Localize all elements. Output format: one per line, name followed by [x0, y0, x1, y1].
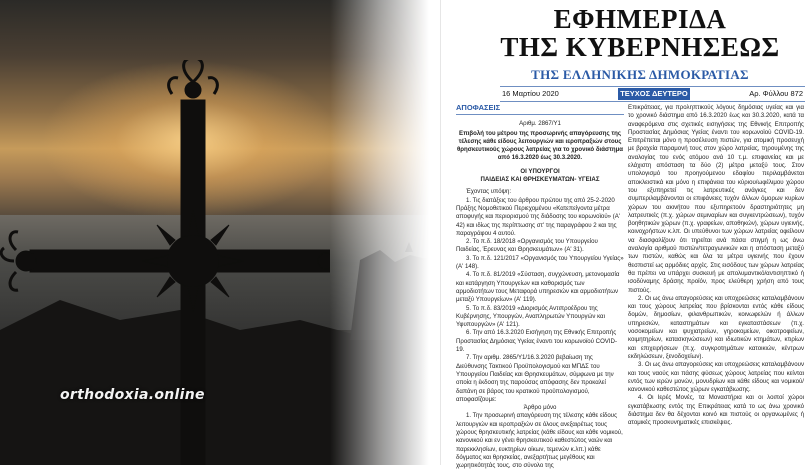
- decision-title: Επιβολή του μέτρου της προσωρινής απαγόρευσης της τέλεσης κάθε είδους λειτουργιών και ιεροπραξιών στους θρησκευτικούς χώρους λατρείας για το χρονικό διάστημα από 16.3.2020 έως 30.3.2020.: [456, 129, 624, 162]
- cross-icon: [0, 60, 330, 465]
- paragraph: 7. Την αριθμ. 2865/Υ1/16.3.2020 βεβαίωση της Διεύθυνσης Τακτικού Προϋπολογισμού και ΜΠΔΣ του Υπουργείου Παιδείας και Θρησκευμάτων, σύμφωνα με την οποία η έκδοση της παρούσας απόφασης δεν προκαλεί δαπάνη σε βάρος του κρατικού προϋπολογισμού, αποφασίζουμε:: [456, 354, 614, 403]
- ministry-line: ΠΑΙΔΕΙΑΣ ΚΑΙ ΘΡΗΣΚΕΥΜΑΤΩΝ- ΥΓΕΙΑΣ: [480, 176, 600, 184]
- paragraph: 2. Οι ως άνω απαγορεύσεις και υποχρεώσεις καταλαμβάνουν και τους χώρους λατρείας που βρίσκονται εντός κάθε είδους δομών, δημοσίων, φιλανθρωπικών, κοινωφελών ή άλλων υπηρεσιών, καταστημάτων και εγκαταστάσεων (π.χ. νοσοκομείων και ψυχιατρείων, γηροκομείων, οικοτροφείων, κοιμητηρίων, κατασκηνώσεων) και ιδιωτικών κτημάτων, κτιρίων και επιχειρήσεων (π.χ. συγκροτημάτων κατοικιών, κέντρων εκδηλώσεων, ξενοδοχείων).: [628, 294, 804, 360]
- section-heading: ΑΠΟΦΑΣΕΙΣ: [456, 104, 624, 115]
- gazette-republic: ΤΗΣ ΕΛΛΗΝΙΚΗΣ ΔΗΜΟΚΡΑΤΙΑΣ: [531, 67, 749, 82]
- paragraph: 3. Το π.δ. 121/2017 «Οργανισμός του Υπουργείου Υγείας» (Α' 148).: [456, 254, 624, 271]
- paragraph: Έχοντας υπόψη:: [466, 188, 512, 196]
- paragraph: 5. Το π.δ. 83/2019 «Διορισμός Αντιπροέδρου της Κυβέρνησης, Υπουργών, Αναπληρωτών Υπουργών και Υφυπουργών» (Α' 121).: [456, 304, 605, 329]
- paragraph: 1. Την προσωρινή απαγόρευση της τέλεσης κάθε είδους λειτουργιών και ιεροπραξιών σε όλους ανεξαιρέτως τους χώρους θρησκευτικής λατρείας (κάθε είδους και κάθε νομικού, κανονικού και εν γένει θρησκευτικού καθεστώτος ναών και παρεκκλησίων, ευκτηρίων οίκων, τεμενών κ.λπ.) κάθε δόγματος και θρησκείας, ανεξαρτήτως μεγέθους και χωρητικότητάς τους, στο σύνολο της: [456, 412, 623, 470]
- article-heading: Άρθρο μόνο: [523, 404, 557, 412]
- paragraph: 4. Το π.δ. 81/2019 «Σύσταση, συγχώνευση, μετονομασία και κατάργηση Υπουργείων και καθορισμός των αρμοδιοτήτων τους Μεταφορά υπηρεσιών και αρμοδιοτήτων μεταξύ Υπουργείων» (Α' 119).: [456, 271, 620, 304]
- right-text-column: [628, 104, 804, 428]
- paragraph: Επικράτειας, για προληπτικούς λόγους δημόσιας υγείας και για το χρονικό διάστημα από 16.3.2020 έως και 30.3.2020, κατά τα αναφερόμενα στις σχετικές εισηγήσεις της Εθνικής Επιτροπής Προστασίας Δημόσιας Υγείας έναντι του κορωνοϊού COVID-19. Επιτρέπεται μόνο η προσέλευση πιστών, για ατομική προσευχή με βραχεία παραμονή τους στον χώρο λατρείας, τηρουμένης της αναλογίας του ενός ατόμου ανά 10 τ.μ. επιφανείας και με ελάχιστη απόσταση τα δύο (2) μέτρα μεταξύ τους. Στον υπολογισμό του προηγούμενου εδαφίου περιλαμβάνεται αποκλειστικά και μόνο η επιφάνεια του κύριου/ωφέλιμου χώρου του εξυπηρετεί τις λατρευτικές ανάγκες και δεν συμπεριλαμβάνονται οι επιφάνειες τυχόν άλλων όμορων κυρίων χώρων του ακινήτου που εξυπηρετούν δραστηριότητες μη λατρευτικές (π.χ. χώρων σεμιναρίων και συγκεντρώσεων), τυχόν βοηθητικών χώρων (π.χ. γραφείων, αποθηκών), χώρων υγιεινής, κοινοχρήστων κ.λπ. Οι υπεύθυνοι των χώρων λατρείας οφείλουν να διασφαλίζουν ότι τηρείται ανά πάσα στιγμή η ως άνω αναλογία αριθμού πιστών/τετραγωνικών και η απόσταση μεταξύ των πιστών, καθώς και όλα τα μέτρα υγιεινής που έχουν θεσπιστεί ως αρμόδιες αρχές. Στις εισόδους των χώρων λατρείας θα πρέπει να υπάρχει συσκευή με απολυμαντικό/αντισηπτικό ή ισοδύναμης δράσης προϊόν, προς ελεύθερη χρήση από τους πιστούς.: [628, 104, 804, 294]
- ministry-heading: [456, 168, 624, 185]
- issue-badge: ΤΕΥΧΟΣ ΔΕΥΤΕΡΟ: [618, 88, 690, 100]
- sheet-number: Αρ. Φύλλου 872: [749, 89, 803, 98]
- issue-date: 16 Μαρτίου 2020: [502, 89, 559, 98]
- paragraph: 3. Οι ως άνω απαγορεύσεις και υποχρεώσεις καταλαμβάνουν και τους ναούς και πάσης φύσεως χώρους λατρείας που κείνται εντός των ιερών μονών, μονυδρίων και κάθε είδους και νομικού/κανονικού καθεστώτος χώρων εγκατάβιωσης.: [628, 361, 804, 394]
- gazette-title: ΕΦΗΜΕΡΙΔΑ: [553, 4, 727, 34]
- left-text-column: [456, 104, 624, 470]
- paragraph: 2. Το π.δ. 18/2018 «Οργανισμός του Υπουργείου Παιδείας, Έρευνας και Θρησκευμάτων» (Α' 31).: [456, 238, 598, 254]
- paragraph: 6. Την από 16.3.2020 Εισήγηση της Εθνικής Επιτροπής Προστασίας Δημόσιας Υγείας έναντι του κορωνοϊού COVID-19.: [456, 329, 617, 354]
- ministry-line: ΟΙ ΥΠΟΥΡΓΟΙ: [520, 167, 560, 175]
- watermark-text: orthodoxia.online: [60, 387, 205, 403]
- gazette-masthead: [470, 6, 810, 83]
- gazette-dateline: [500, 86, 805, 102]
- decision-number: Αριθμ. 2867/Υ1: [519, 120, 561, 128]
- gazette-subtitle: ΤΗΣ ΚΥΒΕΡΝΗΣΕΩΣ: [500, 32, 780, 62]
- photo-fade: [330, 0, 440, 465]
- paragraph: 1. Τις διατάξεις του άρθρου πρώτου της από 25-2-2020 Πράξης Νομοθετικού Περιεχομένου «Κατεπείγοντα μέτρα αποφυγής και περιορισμού της διάδοσης του κορωνοϊού» (Α' 42) και ιδίως της περίπτωσης στ' της παραγράφου 2 και της παραγράφου 4 αυτού.: [456, 196, 620, 237]
- paragraph: 4. Οι Ιερές Μονές, τα Μοναστήρια και οι λοιποί χώροι εγκατάβιωσης εντός της Επικράτειας κατά το ως άνω χρονικό διάστημα δεν θα δέχονται κοινό και πιστούς οι οργανωμένες ή ατομικές προσκυνηματικές επισκέψεις.: [628, 394, 804, 427]
